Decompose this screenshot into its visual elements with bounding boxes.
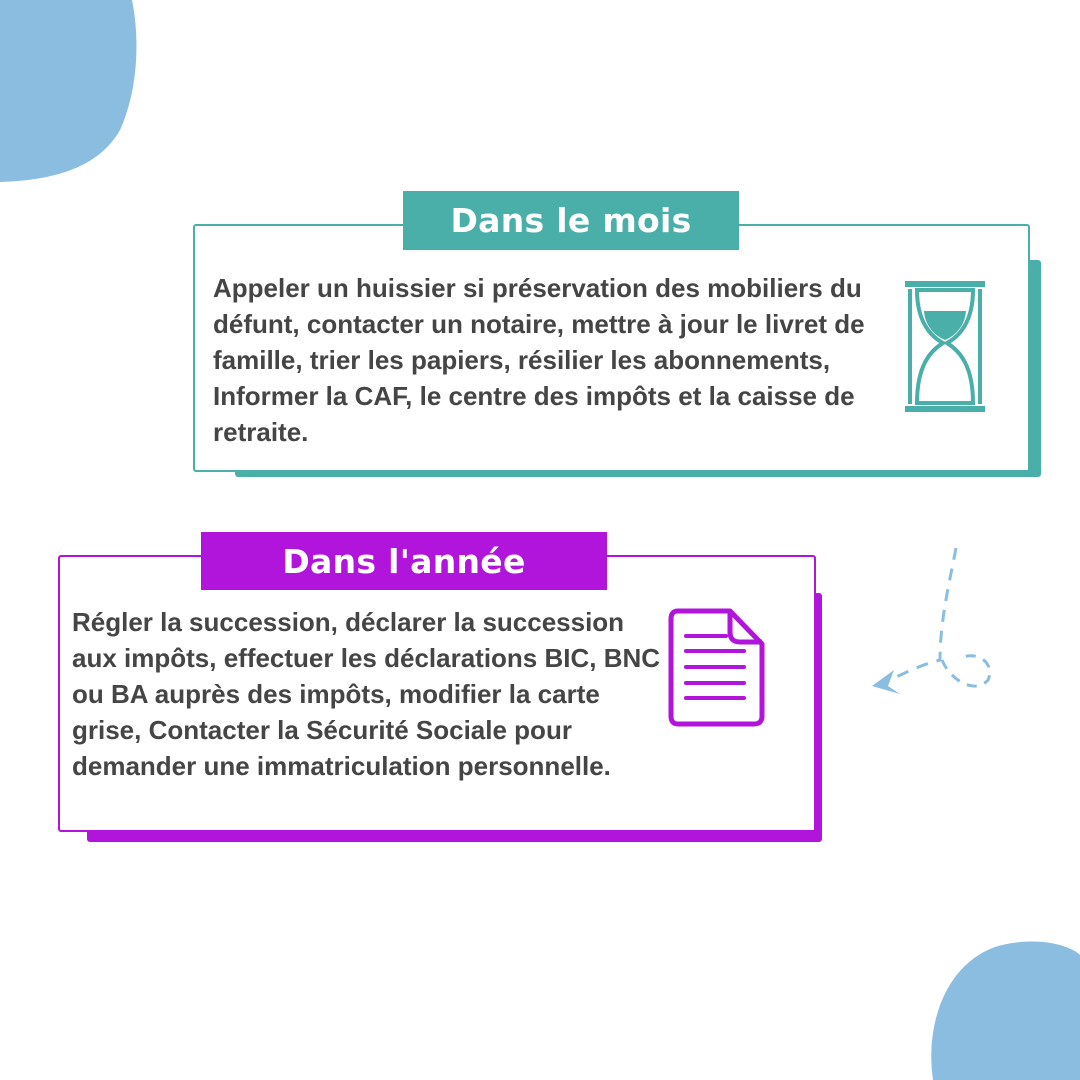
card-text-year: Régler la succession, déclarer la succession aux impôts, effectuer les déclarations BIC, BNC ou BA auprès des impôts, modifier la carte grise, Contacter la Sécurité Sociale pour demander une immatriculation personnelle.: [72, 607, 661, 781]
decorative-blob-bottom-right: [925, 935, 1080, 1080]
dashed-arrow-icon: [860, 540, 1000, 700]
hourglass-icon: [905, 281, 985, 414]
card-title-month: Dans le mois: [403, 191, 739, 250]
card-text-month: Appeler un huissier si préservation des mobiliers du défunt, contacter un notaire, mettre à jour le livret de famille, trier les papiers, résilier les abonnements, Informer la CAF, le centre des impôts et la caisse de retraite.: [213, 273, 865, 447]
decorative-blob-top-left: [0, 0, 140, 190]
card-title-year: Dans l'année: [201, 532, 607, 590]
document-icon: [668, 608, 766, 728]
